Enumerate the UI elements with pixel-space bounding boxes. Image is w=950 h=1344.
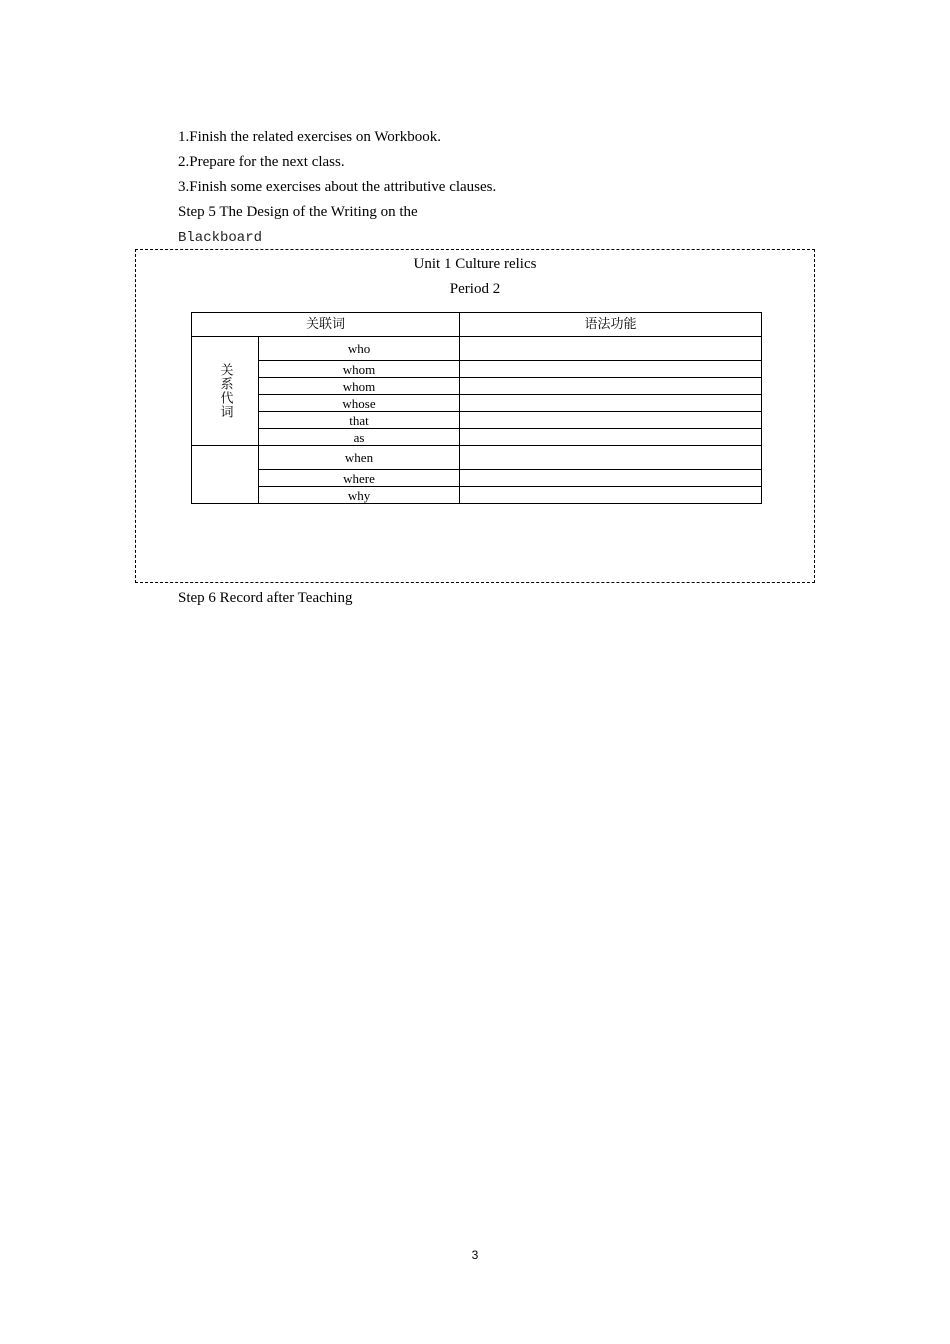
page-number: 3 [471, 1248, 479, 1262]
word-cell: who [259, 337, 460, 361]
table-row [192, 429, 762, 446]
blackboard-design-box [135, 249, 815, 583]
table-row [192, 487, 762, 504]
function-cell [460, 487, 762, 504]
table-row [192, 395, 762, 412]
homework-item-1: 1.Finish the related exercises on Workbook. [178, 129, 442, 145]
relative-words-table [191, 312, 762, 504]
table-row [192, 470, 762, 487]
function-cell [460, 412, 762, 429]
function-cell [460, 378, 762, 395]
header-connective: 关联词 [192, 313, 460, 337]
table-row [192, 378, 762, 395]
word-cell: as [259, 429, 460, 446]
group-label-text: 关系代词 [217, 363, 233, 419]
word-cell: whose [259, 395, 460, 412]
table-header-row [192, 313, 762, 337]
word-cell: why [259, 487, 460, 504]
function-cell [460, 395, 762, 412]
function-cell [460, 361, 762, 378]
function-cell [460, 337, 762, 361]
table-row [192, 361, 762, 378]
function-cell [460, 470, 762, 487]
table-row [192, 446, 762, 470]
table-row [192, 412, 762, 429]
function-cell [460, 446, 762, 470]
step5-heading: Step 5 The Design of the Writing on the [178, 204, 418, 220]
homework-item-2: 2.Prepare for the next class. [178, 154, 345, 170]
header-function: 语法功能 [460, 313, 762, 337]
word-cell: where [259, 470, 460, 487]
group-label-relative-pronoun [192, 337, 259, 446]
homework-item-3: 3.Finish some exercises about the attributive clauses. [178, 179, 497, 195]
board-subtitle: Period 2 [449, 281, 501, 297]
word-cell: whom [259, 378, 460, 395]
word-cell: that [259, 412, 460, 429]
table-row [192, 337, 762, 361]
word-cell: whom [259, 361, 460, 378]
board-title: Unit 1 Culture relics [413, 256, 537, 272]
step5-heading-continued: Blackboard [178, 230, 263, 246]
function-cell [460, 429, 762, 446]
group-label-relative-adverb [192, 446, 259, 504]
word-cell: when [259, 446, 460, 470]
step6-heading: Step 6 Record after Teaching [178, 590, 353, 606]
